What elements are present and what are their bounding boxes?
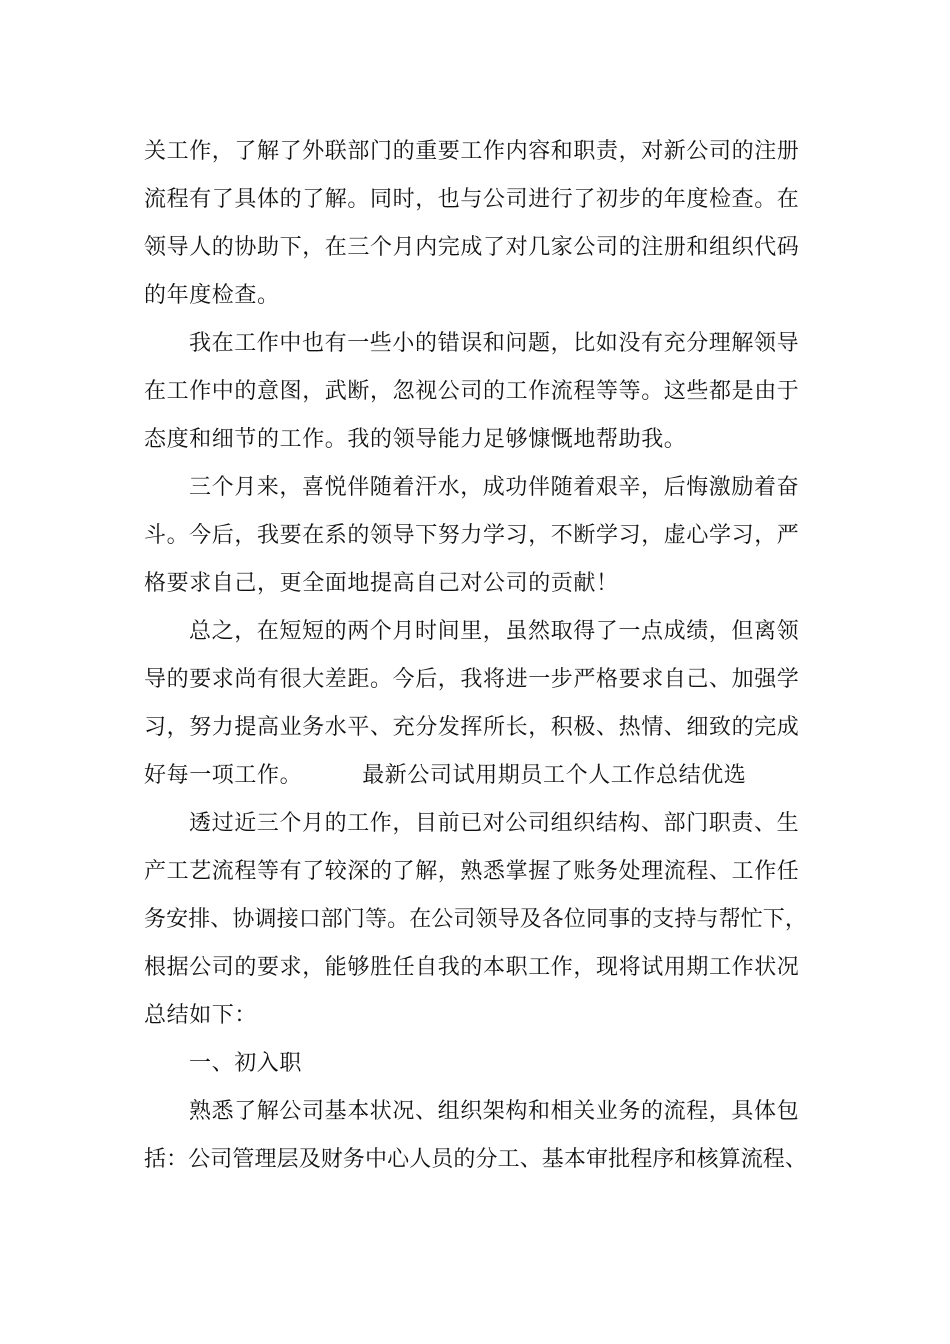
text-line: 产工艺流程等有了较深的了解，熟悉掌握了账务处理流程、工作任 xyxy=(144,859,800,884)
text-line: 关工作，了解了外联部门的重要工作内容和职责，对新公司的注册 xyxy=(144,139,800,164)
text-line: 习，努力提高业务水平、充分发挥所长，积极、热情、细致的完成 xyxy=(144,715,800,740)
text-line: 我在工作中也有一些小的错误和问题，比如没有充分理解领导 xyxy=(189,331,800,356)
section-title: 最新公司试用期员工个人工作总结优选 xyxy=(362,763,747,788)
text-line: 熟悉了解公司基本状况、组织架构和相关业务的流程，具体包 xyxy=(189,1099,800,1124)
text-line: 格要求自己，更全面地提高自己对公司的贡献！ xyxy=(144,571,619,596)
text-line: 流程有了具体的了解。同时，也与公司进行了初步的年度检查。在 xyxy=(144,187,800,212)
text-line: 根据公司的要求，能够胜任自我的本职工作，现将试用期工作状况 xyxy=(144,955,800,980)
text-line: 三个月来，喜悦伴随着汗水，成功伴随着艰辛，后悔激励着奋 xyxy=(189,475,800,500)
text-line: 务安排、协调接口部门等。在公司领导及各位同事的支持与帮忙下， xyxy=(144,907,808,932)
text-line: 透过近三个月的工作，目前已对公司组织结构、部门职责、生 xyxy=(189,811,800,836)
paragraph xyxy=(144,1088,824,1184)
text-line: 斗。今后，我要在系的领导下努力学习，不断学习，虚心学习，严 xyxy=(144,523,800,548)
section-heading: 一、初入职 xyxy=(189,1051,303,1076)
text-line: 括：公司管理层及财务中心人员的分工、基本审批程序和核算流程、 xyxy=(144,1147,808,1172)
paragraph xyxy=(144,464,824,608)
text-line xyxy=(144,752,824,800)
document-body xyxy=(144,128,824,1184)
text-line: 总结如下： xyxy=(144,1003,258,1028)
text-line: 态度和细节的工作。我的领导能力足够慷慨地帮助我。 xyxy=(144,427,687,452)
text-line: 的年度检查。 xyxy=(144,283,280,308)
text-line: 领导人的协助下，在三个月内完成了对几家公司的注册和组织代码 xyxy=(144,235,800,260)
text-line: 总之，在短短的两个月时间里，虽然取得了一点成绩，但离领 xyxy=(189,619,800,644)
paragraph xyxy=(144,1040,824,1088)
text-line-part: 好每一项工作。 xyxy=(144,763,303,788)
paragraph xyxy=(144,608,824,800)
paragraph xyxy=(144,128,824,320)
paragraph xyxy=(144,320,824,464)
text-line: 在工作中的意图，武断，忽视公司的工作流程等等。这些都是由于 xyxy=(144,379,800,404)
paragraph xyxy=(144,800,824,1040)
text-line: 导的要求尚有很大差距。今后，我将进一步严格要求自己、加强学 xyxy=(144,667,800,692)
